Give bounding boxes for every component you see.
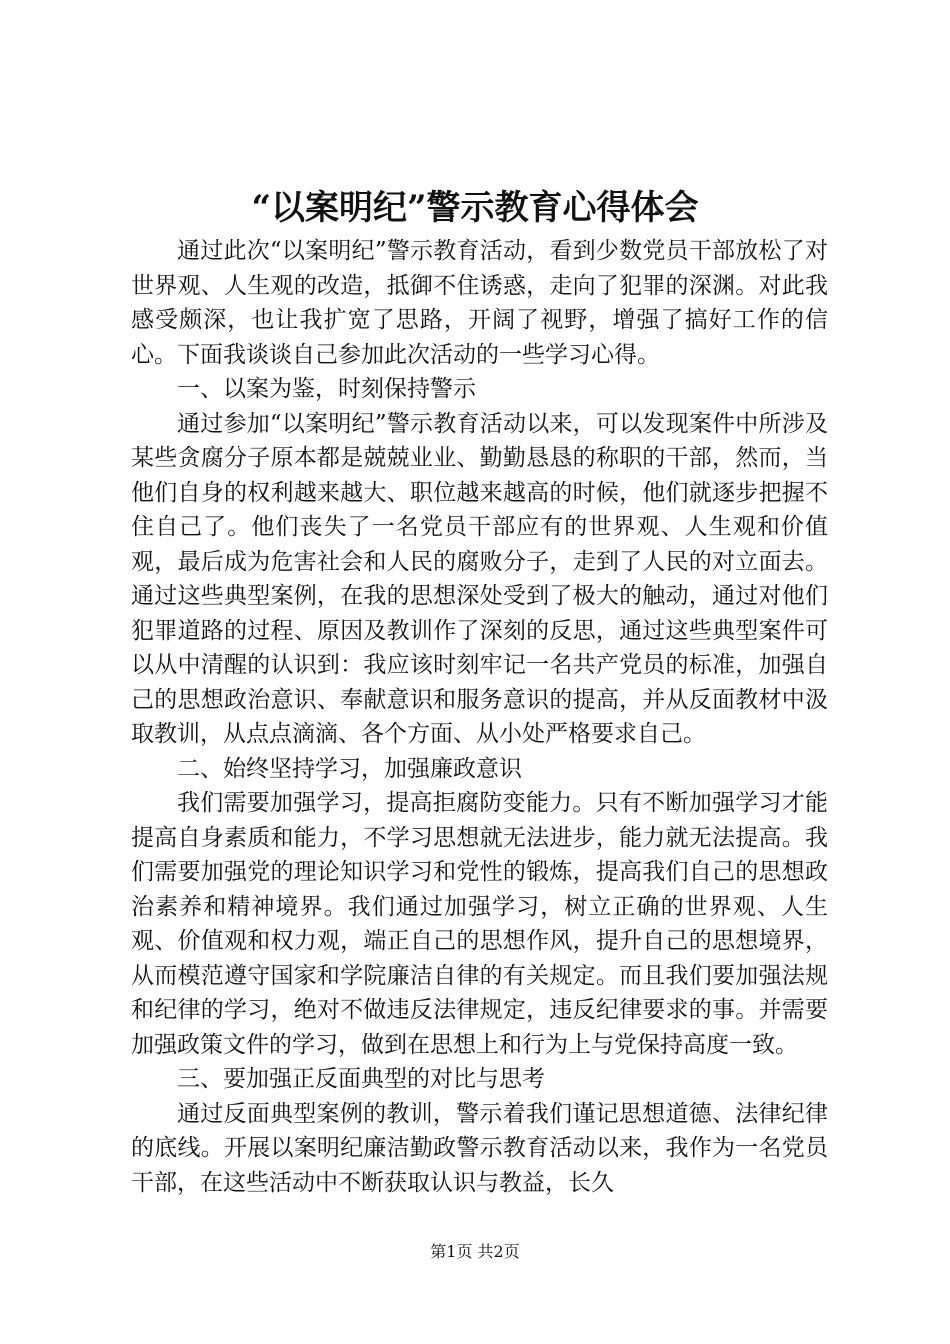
page-number-footer: 第1页 共2页 (430, 1242, 520, 1261)
section-heading-1: 一、以案为鉴，时刻保持警示 (177, 376, 476, 402)
section-heading-2: 二、始终坚持学习，加强廉政意识 (177, 755, 522, 782)
section-paragraph-2: 我们需要加强学习，提高拒腐防变能力。只有不断加强学习才能提高自身素质和能力，不学习思想就无法进步，能力就无法提高。我们需要加强党的理论知识学习和党性的锻炼，提高我们自己的思想政治素养和精神境界。我们通过加强学习，树立正确的世界观、人生观、价值观和权力观，端正自己的思想作风，提升自己的思想境界，从而模范遵守国家和学院廉洁自律的有关规定。而且我们要加强法规和纪律的学习，绝对不做违反法律规定，违反纪律要求的事。并需要加强政策文件的学习，做到在思想上和行为上与党保持高度一致。 (131, 790, 828, 1058)
intro-paragraph: 通过此次“以案明纪”警示教育活动，看到少数党员干部放松了对世界观、人生观的改造，抵御不住诱惑，走向了犯罪的深渊。对此我感受颇深，也让我扩宽了思路，开阔了视野，增强了搞好工作的信心。下面我谈谈自己参加此次活动的一些学习心得。 (131, 238, 828, 368)
document-title: “以案明纪”警示教育心得体会 (251, 188, 699, 228)
section-paragraph-3: 通过反面典型案例的教训，警示着我们谨记思想道德、法律纪律的底线。开展以案明纪廉洁勤政警示教育活动以来，我作为一名党员干部，在这些活动中不断获取认识与教益，长久 (131, 1100, 828, 1196)
document-body (131, 234, 828, 1200)
section-paragraph-1: 通过参加“以案明纪”警示教育活动以来，可以发现案件中所涉及某些贪腐分子原本都是兢兢业业、勤勤恳恳的称职的干部，然而，当他们自身的权利越来越大、职位越来越高的时候，他们就逐步把握不住自己了。他们丧失了一名党员干部应有的世界观、人生观和价值观，最后成为危害社会和人民的腐败分子，走到了人民的对立面去。通过这些典型案例，在我的思想深处受到了极大的触动，通过对他们犯罪道路的过程、原因及教训作了深刻的反思，通过这些典型案件可以从中清醒的认识到：我应该时刻牢记一名共产党员的标准，加强自己的思想政治意识、奉献意识和服务意识的提高，并从反面教材中汲取教训，从点点滴滴、各个方面、从小处严格要求自己。 (131, 410, 828, 747)
section-heading-3: 三、要加强正反面典型的对比与思考 (177, 1066, 545, 1092)
